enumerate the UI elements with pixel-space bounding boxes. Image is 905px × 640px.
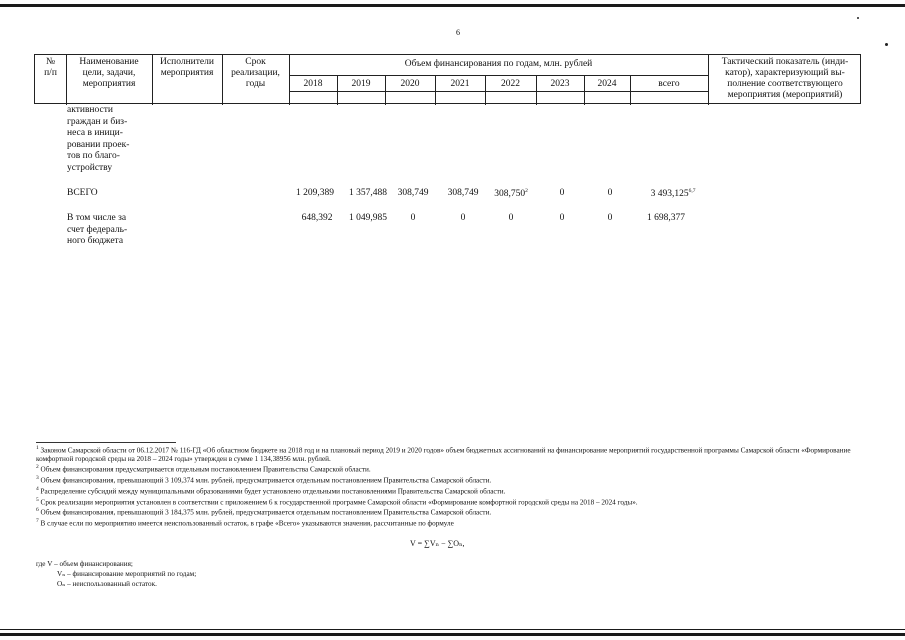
- legend-v: где V – объем финансирования;: [36, 560, 133, 568]
- federal-sum: 1 698,377: [647, 213, 685, 223]
- header-num: № п/п: [44, 57, 57, 78]
- federal-2019: 1 049,985: [349, 213, 387, 223]
- bottom-border: [0, 633, 905, 636]
- scan-speck: [885, 43, 888, 46]
- legend-vn: Vₙ – финансирование мероприятий по годам;: [57, 570, 197, 578]
- header-financing: Объем финансирования по годам, млн. рублей: [404, 59, 593, 69]
- federal-2022: 0: [508, 213, 514, 223]
- bottom-border-thin: [0, 629, 905, 630]
- footnote-2: $^2$ Объем финансирования предусматривается отдельным постановлением Правительства Самарской области.: [36, 464, 371, 474]
- row-total-label: ВСЕГО: [67, 188, 98, 198]
- total-2019: 1 357,488: [349, 188, 387, 198]
- row-federal-label: В том числе за счет федераль- ного бюджета: [67, 213, 128, 246]
- year-2020: 2020: [400, 79, 420, 89]
- total-2024: 0: [607, 188, 613, 198]
- year-2019: 2019: [351, 79, 371, 89]
- footnote-3: $^3$ Объем финансирования, превышающий 3 109,374 млн. рублей, предусматривается отдельным постановлением Правительства Самарской области.: [36, 475, 492, 485]
- year-2024: 2024: [597, 79, 617, 89]
- year-total: всего: [658, 79, 680, 89]
- federal-2020: 0: [410, 213, 416, 223]
- federal-2021: 0: [460, 213, 466, 223]
- federal-2023: 0: [559, 213, 565, 223]
- formula: V = ∑Vₙ − ∑Oₙ,: [410, 539, 465, 548]
- year-2023: 2023: [550, 79, 570, 89]
- page-number: 6: [456, 28, 460, 37]
- header-executors: Исполнители мероприятия: [160, 57, 214, 78]
- footnote-4: $^4$ Распределение субсидий между муниципальными образованиями будет установлено отдельными постановлениями Правительства Самарской области.: [36, 486, 506, 496]
- top-border: [0, 4, 905, 7]
- year-2022: 2022: [501, 79, 520, 89]
- year-2018: 2018: [303, 79, 323, 89]
- legend-on: Oₙ – неиспользованный остаток.: [57, 580, 157, 588]
- federal-2018: 648,392: [301, 213, 333, 223]
- header-indicator: Тактический показатель (инди- катор), характеризующий вы- полнение соответствующего мероприятия (мероприятий): [721, 57, 849, 100]
- footnote-7: $^7$ В случае если по мероприятию имеется неиспользованный остаток, в графе «Всего» указываются значения, рассчитанные по формуле: [36, 518, 454, 528]
- scan-speck: [857, 17, 859, 19]
- footnote-1: $^1$ Законом Самарской области от 06.12.2017 № 116-ГД «Об областном бюджете на 2018 год и на плановый период 2019 и 2020 годов» объем бюджетных ассигнований на финансирование мероприятий государственной программы Самарской области «Формирование комфортной городской среды на 2018 – 2024 годы» утвержден в сумме 1 134,38956 млн. рублей.: [36, 445, 851, 464]
- row-continuation-text: активности граждан и биз- неса в иници- ровании проек- тов по благо- устройству: [67, 105, 130, 173]
- total-2018: 1 209,389: [296, 188, 334, 198]
- footnote-6: $^6$ Объем финансирования, превышающий 3 184,375 млн. рублей, предусматривается отдельным постановлением Правительства Самарской области.: [36, 507, 492, 517]
- footnote-separator: [36, 442, 176, 443]
- header-name: Наименование цели, задачи, мероприятия: [79, 57, 139, 89]
- footnote-5: $^5$ Срок реализации мероприятия установлен в соответствии с приложением 6 к государственной программе Самарской области «Формирование комфортной городской среды на 2018 – 2024 годы».: [36, 497, 638, 507]
- header-term: Срок реализации, годы: [231, 57, 280, 89]
- table-header: [34, 54, 861, 104]
- total-2020: 308,749: [397, 188, 429, 198]
- total-2023: 0: [559, 188, 565, 198]
- total-2021: 308,749: [447, 188, 479, 198]
- total-sum: 3 493,125$^{6,7}$: [650, 188, 696, 200]
- federal-2024: 0: [607, 213, 613, 223]
- year-2021: 2021: [450, 79, 470, 89]
- total-2022: 308,750$^2$: [494, 188, 528, 200]
